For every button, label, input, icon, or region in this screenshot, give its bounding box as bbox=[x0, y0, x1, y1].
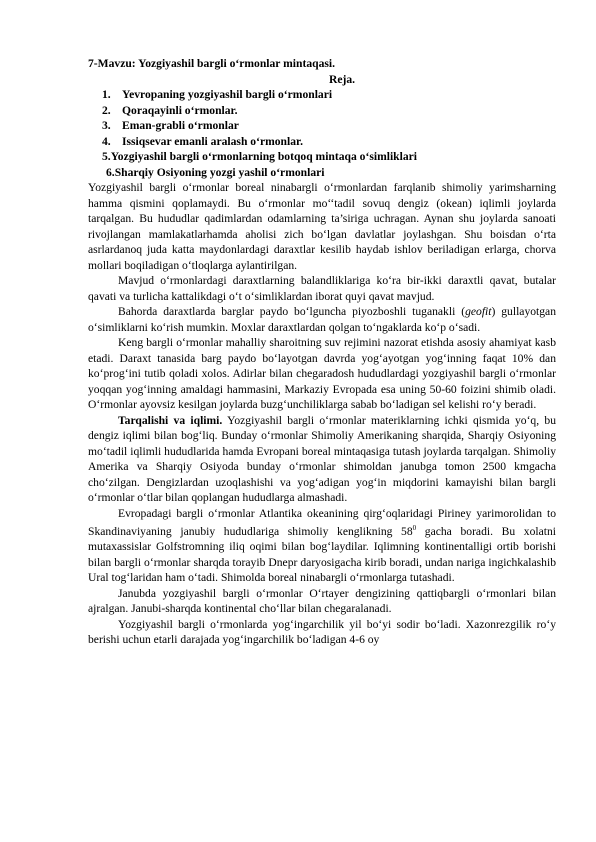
paragraph-spring: Bahorda daraxtlarda barglar paydo bo‘lguncha piyozboshli tuganakli (geofit) gullayotgan o‘simliklarni ko‘rish mumkin. Moxlar daraxtlardan qolgan to‘ngaklarda ko‘p o‘sadi. bbox=[88, 305, 557, 334]
paragraph-precipitation: Yozgiyashil bargli o‘rmonlarda yog‘ingarchilik yil bo‘yi sodir bo‘ladi. Xazonrezgilik ro‘y berishi uchun etarli darajada yog‘ingarchilik bo‘ladigan 4-6 oy bbox=[88, 617, 556, 647]
plan-item: 2. Qoraqayinli o‘rmonlar. bbox=[102, 103, 238, 117]
plan-item: 5.Yozgiyashil bargli o‘rmonlarning botqoq mintaqa o‘simliklari bbox=[102, 150, 418, 163]
paragraph-water-regime: Keng bargli o‘rmonlar mahalliy sharoitning suv rejimini nazorat etishda asosiy ahamiyat kasb etadi. Daraxt tanasida barg paydo bo‘layotgan davrda yog‘ayotgan yog‘inning faqat 10% dan ko‘prog‘ini tutib qoladi xolos. Adirlar bilan chegaradosh hududlardagi yozgiyashil bargli o‘rmonlar yoqqan yog‘inning amaldagi hammasini, Markaziy Evropada esa uning 50-60 foizini shimib oladi. O‘rmonlar ayovsiz kesilgan joylarda buzg‘unchiliklarga sabab bo‘ladigan sel kelishi ro‘y beradi. bbox=[88, 336, 556, 411]
plan-item: 3. Eman-grabli o‘rmonlar bbox=[102, 119, 239, 132]
paragraph-distribution: Tarqalishi va iqlimi. Yozgiyashil bargli o‘rmonlar materiklarning ichki qismida yo‘q, bu dengiz iqlimi bilan bog‘liq. Bunday o‘rmonlar Shimoliy Amerikaning sharqida, Sharqiy Osiyoning mo‘tadil iqlimli hududlarida hamda Evropani boreal mintaqasiga tutash joylarda tarqalgan. Shimoliy Amerika va Sharqiy Osiyoda bunday o‘rmonlar shimoldan janubga tomon 2500 kmgacha cho‘zilgan. Dengizlardan uzoqlashishi va yog‘adigan yog‘in miqdorini kamayishi bilan bargli o‘rmonlar o‘tlar bilan qoplangan hududlarga almashadi. bbox=[88, 413, 556, 504]
plan-item: 6.Sharqiy Osiyoning yozgi yashil o‘rmonlari bbox=[106, 165, 325, 179]
paragraph-south: Janubda yozgiyashil bargli o‘rmonlar O‘rtayer dengizining qattiqbargli o‘rmonlari bilan ajralgan. Janubi-sharqda kontinental cho‘llar bilan chegaralanadi. bbox=[88, 586, 556, 616]
document-body bbox=[88, 56, 556, 648]
paragraph-layers: Mavjud o‘rmonlardagi daraxtlarning balandliklariga ko‘ra bir-ikki daraxtli qavat, butalar qavati va turlicha kattalikdagi o‘t o‘simliklardan iborat quyi qavat mavjud. bbox=[88, 274, 556, 303]
section-heading: Tarqalishi va iqlimi. bbox=[118, 413, 223, 427]
plan-heading: Reja. bbox=[328, 72, 356, 86]
plan-item: 1. Yevropaning yozgiyashil bargli o‘rmonlari bbox=[102, 88, 333, 101]
plan-item: 4. Issiqsevar emanli aralash o‘rmonlar. bbox=[102, 134, 303, 148]
paragraph-intro: Yozgiyashil bargli o‘rmonlar boreal ninabargli o‘rmonlardan farqlanib shimoliy yarimsharning hamma qismini qoplamaydi. Bu o‘rmonlar mo‘‘tadil sovuq dengiz (okean) iqlimli joylarda tarqalgan. Bu hududlar qadimlardan odamlarning ta’siriga uchragan. Aynan shu joylarda sanoati rivojlangan mamlakatlarhamda aholisi zich bo‘lgan davlatlar joylashgan. Shu boisdan o‘rta asrlardanoq juda katta maydonlardagi daraxtlar kesilib haydab ishlov beriladigan erlarga, chorva mollari boqiladigan o‘tloqlarga aylantirilgan. bbox=[88, 181, 556, 272]
paragraph-europe: Evropadagi bargli o‘rmonlar Atlantika okeanining qirg‘oqlaridagi Piriney yarimorolidan to Skandinaviyaning janubiy hududlariga shimoliy kenglikning $58^0$ gacha boradi. Bu xolatni mutaxassislar Golfstromning iliq oqimi bilan bog‘laydilar. Iqlimning kontinentalligi ortib borishi bilan bargli o‘rmonlar sharqda torayib Dnepr daryosigacha kirib boradi, undan nariga ingichkalashib Ural tog‘laridan ham o‘tadi. Shimolda boreal ninabargli o‘rmonlarga tutashadi. bbox=[88, 506, 557, 585]
lesson-title: 7-Mavzu: Yozgiyashil bargli o‘rmonlar mintaqasi. bbox=[88, 57, 336, 70]
plan-list bbox=[88, 87, 556, 180]
